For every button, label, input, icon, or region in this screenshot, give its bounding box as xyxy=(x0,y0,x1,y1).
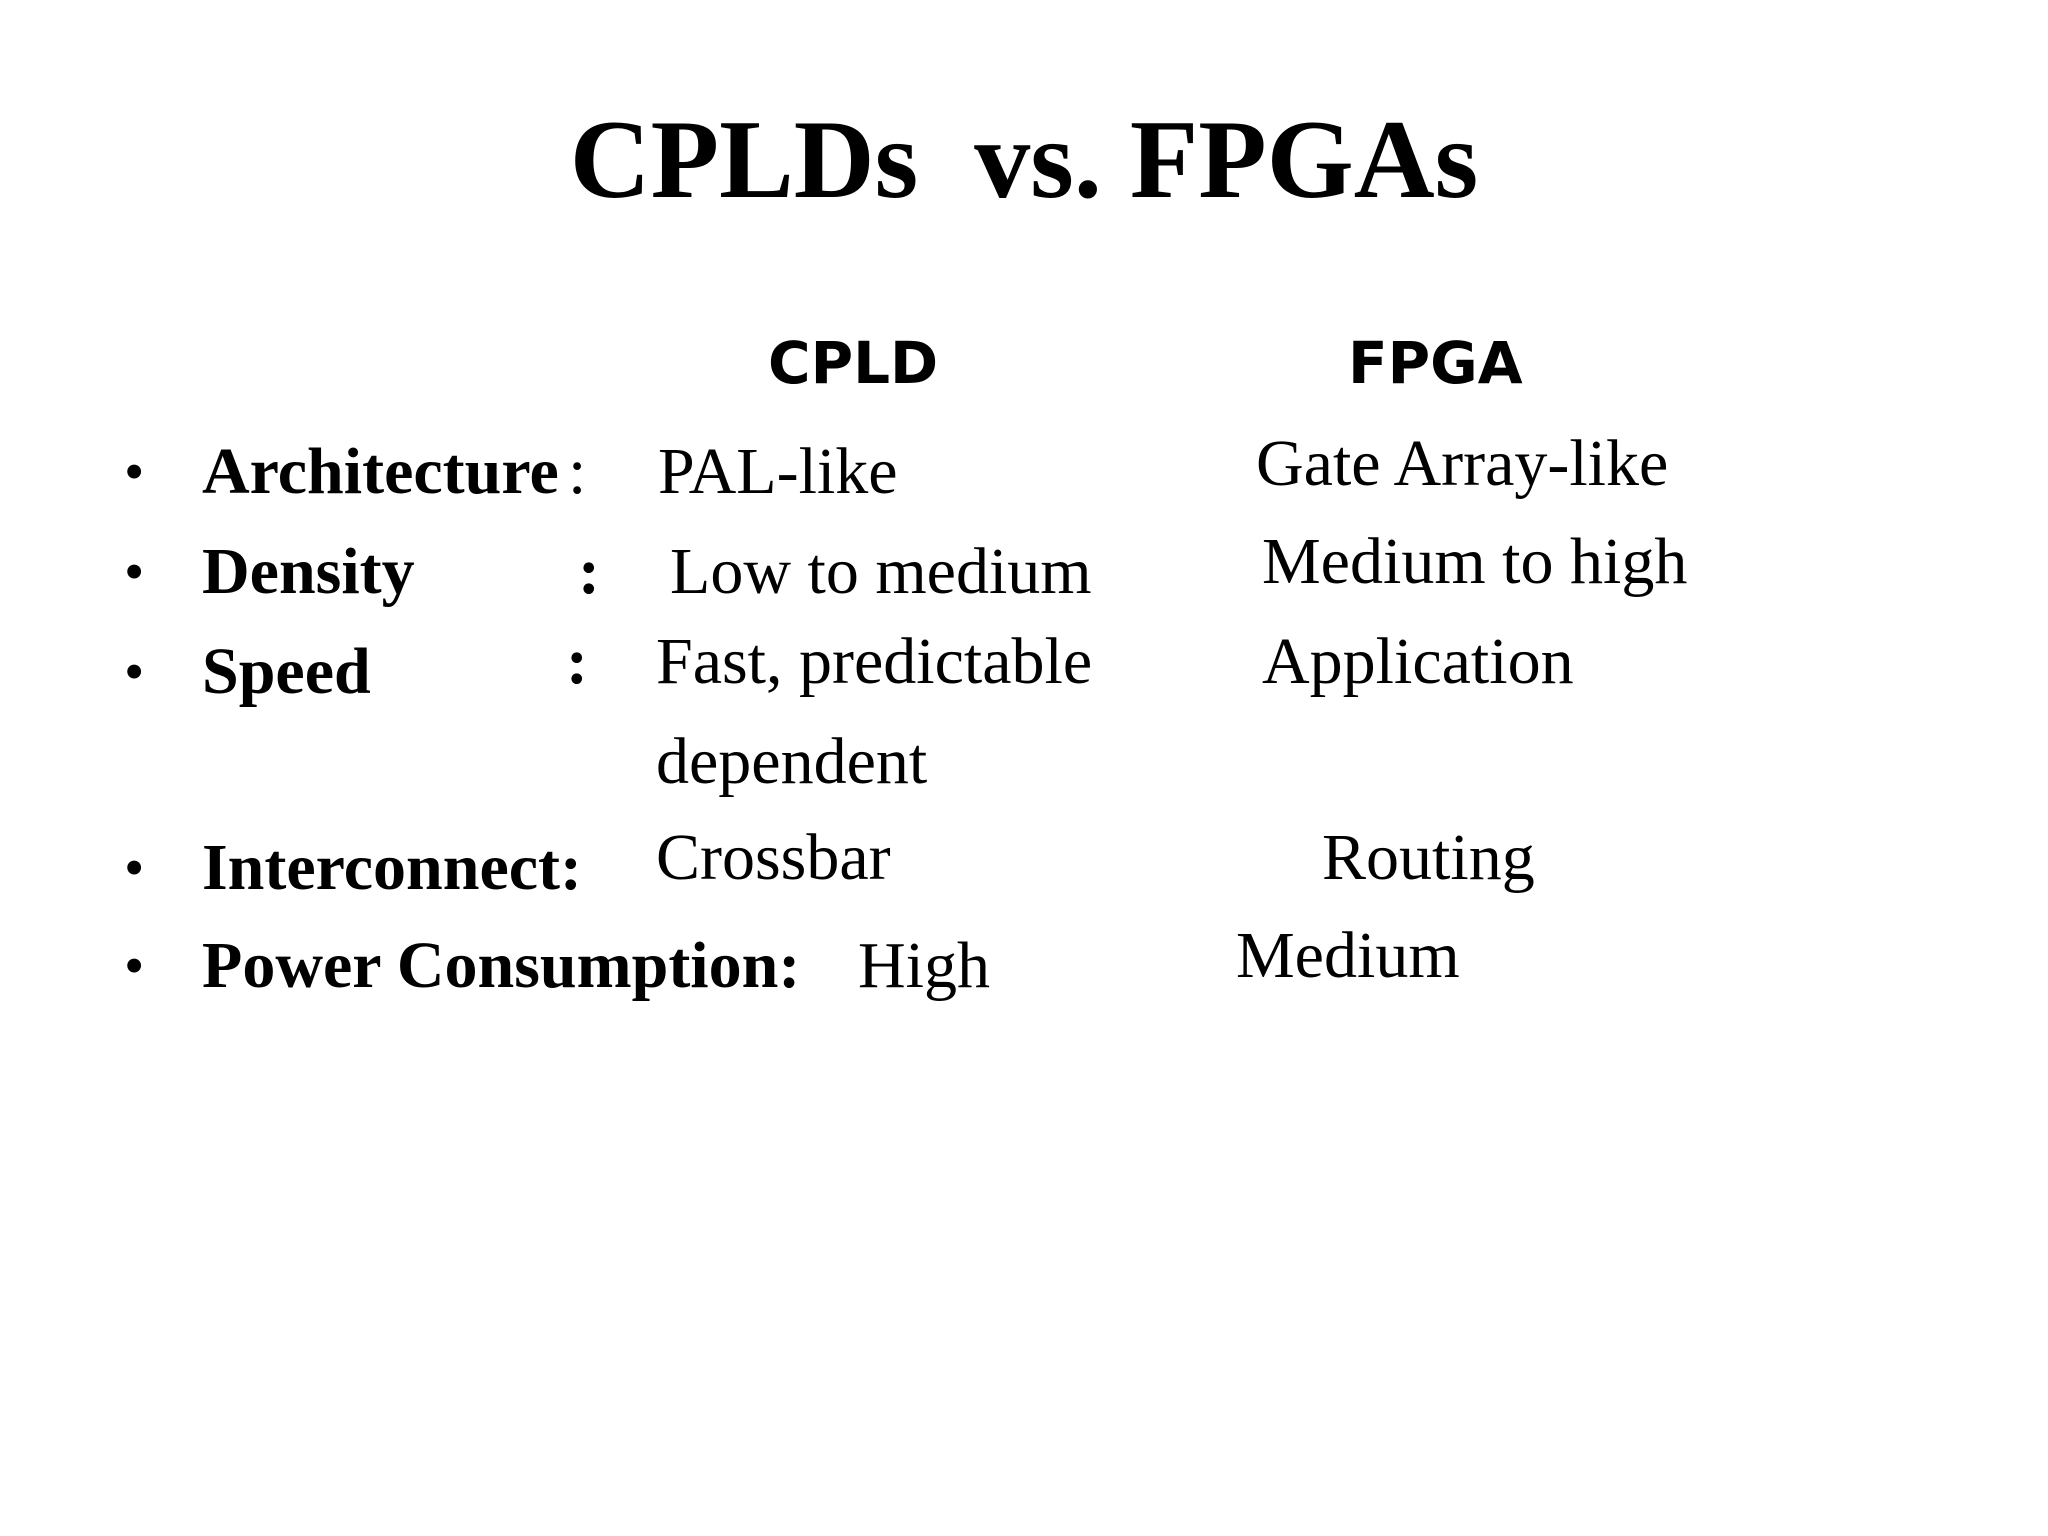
cpld-value-architecture: PAL-like xyxy=(658,435,898,508)
cpld-value-power-consumption: High xyxy=(858,929,990,1002)
row-label-interconnect: Interconnect: xyxy=(202,831,583,904)
cpld-value-interconnect: Crossbar xyxy=(656,821,891,894)
cpld-value-speed-continued: dependent xyxy=(656,725,928,798)
fpga-value-speed: Application xyxy=(1262,625,1574,698)
row-separator-architecture: : xyxy=(568,435,587,508)
fpga-value-density: Medium to high xyxy=(1262,525,1688,598)
bullet-icon: • xyxy=(124,539,145,604)
bullet-icon: • xyxy=(124,639,145,704)
bullet-icon: • xyxy=(124,933,145,998)
cpld-value-density: Low to medium xyxy=(670,535,1092,608)
bullet-icon: • xyxy=(124,835,145,900)
row-label-speed: Speed xyxy=(202,635,371,708)
row-label-power-consumption: Power Consumption: xyxy=(202,929,801,1002)
fpga-value-power-consumption: Medium xyxy=(1236,919,1460,992)
column-header-fpga: FPGA xyxy=(1348,329,1523,397)
column-header-cpld: CPLD xyxy=(768,329,939,397)
row-separator-density: : xyxy=(578,535,600,608)
fpga-value-architecture: Gate Array-like xyxy=(1256,427,1669,500)
row-separator-speed: : xyxy=(566,625,588,698)
bullet-icon: • xyxy=(124,439,145,504)
slide-title: CPLDs vs. FPGAs xyxy=(569,98,1479,222)
row-label-density: Density xyxy=(202,535,415,608)
fpga-value-interconnect: Routing xyxy=(1322,821,1535,894)
cpld-value-speed: Fast, predictable xyxy=(656,625,1093,698)
row-label-architecture: Architecture xyxy=(202,435,559,508)
